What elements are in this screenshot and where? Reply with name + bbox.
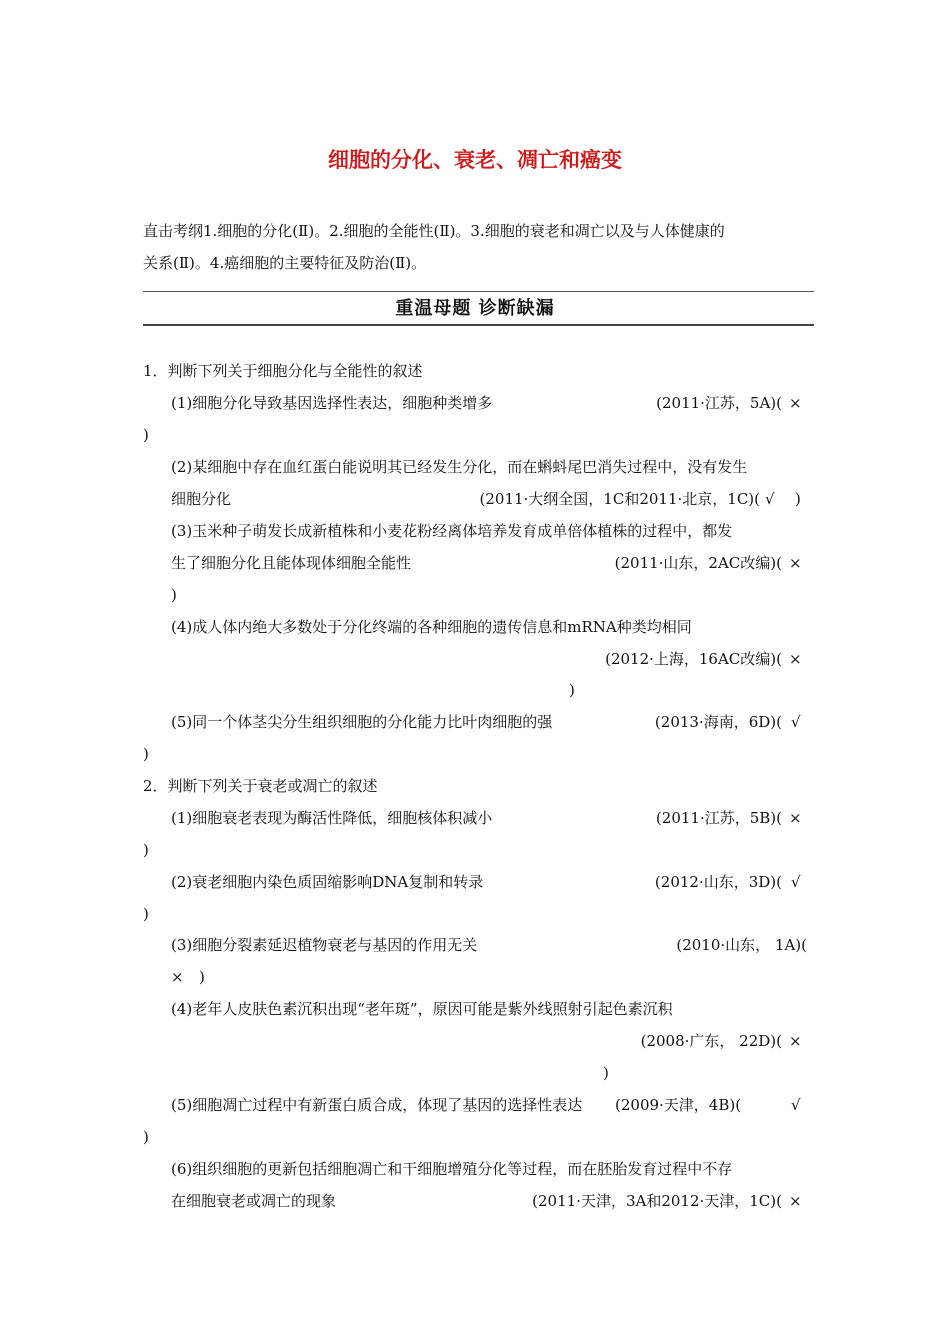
- q2-item-6-mark: ×: [789, 1192, 802, 1210]
- q2-item-4-text: (4)老年人皮肤色素沉积出现“老年斑”，原因可能是紫外线照射引起色素沉积: [171, 1000, 673, 1018]
- q1-item-4-text: (4)成人体内绝大多数处于分化终端的各种细胞的遗传信息和mRNA种类均相同: [171, 618, 692, 636]
- q2-item-4-close: ): [603, 1064, 609, 1082]
- q1-item-5-text: (5)同一个体茎尖分生组织细胞的分化能力比叶肉细胞的强: [171, 713, 553, 731]
- q2-item-5-mark: √: [791, 1096, 801, 1114]
- q1-item-5-source: (2013·海南，6D)(: [654, 713, 782, 731]
- q2-item-6-text-1: (6)组织细胞的更新包括细胞凋亡和干细胞增殖分化等过程，而在胚胎发育过程中不存: [171, 1160, 733, 1178]
- intro-line-1: 直击考纲1.细胞的分化(Ⅱ)。2.细胞的全能性(Ⅱ)。3.细胞的衰老和凋亡以及与人体健康的: [143, 222, 725, 240]
- q1-item-2-close: ): [795, 490, 801, 508]
- q2-item-1-close: ): [143, 841, 149, 859]
- q1-item-1-text: (1)细胞分化导致基因选择性表达，细胞种类增多: [171, 394, 493, 412]
- q2-item-1-mark: ×: [789, 809, 802, 827]
- q2-item-3-source: (2010·山东， 1A)(: [676, 936, 807, 954]
- q1-heading: 1．判断下列关于细胞分化与全能性的叙述: [143, 362, 423, 380]
- q1-item-2-text-1: (2)某细胞中存在血红蛋白能说明其已经发生分化，而在蝌蚪尾巴消失过程中，没有发生: [171, 458, 748, 476]
- section-rule-bottom: [143, 324, 814, 326]
- q2-item-3-mark: ×: [171, 968, 184, 986]
- q1-item-1-close: ): [143, 426, 149, 444]
- q1-item-1-source: (2011·江苏，5A)(: [656, 394, 782, 412]
- q2-item-2-source: (2012·山东，3D)(: [654, 873, 782, 891]
- q2-item-4-source: (2008·广东， 22D)(: [640, 1032, 782, 1050]
- q1-item-4-source: (2012·上海，16AC改编)(: [605, 650, 782, 668]
- q1-item-3-mark: ×: [789, 554, 802, 572]
- q2-item-5-text: (5)细胞凋亡过程中有新蛋白质合成，体现了基因的选择性表达: [171, 1096, 583, 1114]
- q2-heading: 2．判断下列关于衰老或凋亡的叙述: [143, 777, 378, 795]
- q2-item-5-source: (2009·天津，4B)(: [615, 1096, 742, 1114]
- q2-item-2-mark: √: [791, 873, 801, 891]
- q1-item-3-close: ): [171, 586, 177, 604]
- q1-item-3-text-2: 生了细胞分化且能体现体细胞全能性: [171, 554, 412, 572]
- q1-item-4-mark: ×: [789, 650, 802, 668]
- q2-item-3-text: (3)细胞分裂素延迟植物衰老与基因的作用无关: [171, 936, 478, 954]
- q1-item-2-source: (2011·大纲全国，1C和2011·北京，1C)(: [479, 490, 760, 508]
- page-title: 细胞的分化、衰老、凋亡和癌变: [328, 147, 622, 172]
- q2-item-4-mark: ×: [789, 1032, 802, 1050]
- q1-item-1-mark: ×: [789, 394, 802, 412]
- q2-item-6-source: (2011·天津，3A和2012·天津，1C)(: [532, 1192, 782, 1210]
- q2-item-3-close: ): [199, 968, 205, 986]
- section-rule-top: [143, 291, 814, 292]
- q2-item-1-text: (1)细胞衰老表现为酶活性降低，细胞核体积减小: [171, 809, 493, 827]
- q1-item-3-source: (2011·山东，2AC改编)(: [614, 554, 782, 572]
- q2-item-6-text-2: 在细胞衰老或凋亡的现象: [171, 1192, 337, 1210]
- section-title: 重温母题 诊断缺漏: [395, 298, 555, 319]
- q1-item-2-mark: √: [765, 490, 775, 508]
- q2-item-1-source: (2011·江苏，5B)(: [655, 809, 782, 827]
- q2-item-2-close: ): [143, 905, 149, 923]
- intro-line-2: 关系(Ⅱ)。4.癌细胞的主要特征及防治(Ⅱ)。: [143, 254, 427, 272]
- q1-item-3-text-1: (3)玉米种子萌发长成新植株和小麦花粉经离体培养发育成单倍体植株的过程中，都发: [171, 522, 733, 540]
- q1-item-5-close: ): [143, 745, 149, 763]
- q2-item-5-close: ): [143, 1128, 149, 1146]
- q1-item-5-mark: √: [791, 713, 801, 731]
- q1-item-4-close: ): [569, 681, 575, 699]
- q1-item-2-text-2: 细胞分化: [171, 490, 232, 508]
- q2-item-2-text: (2)衰老细胞内染色质固缩影响DNA复制和转录: [171, 873, 484, 891]
